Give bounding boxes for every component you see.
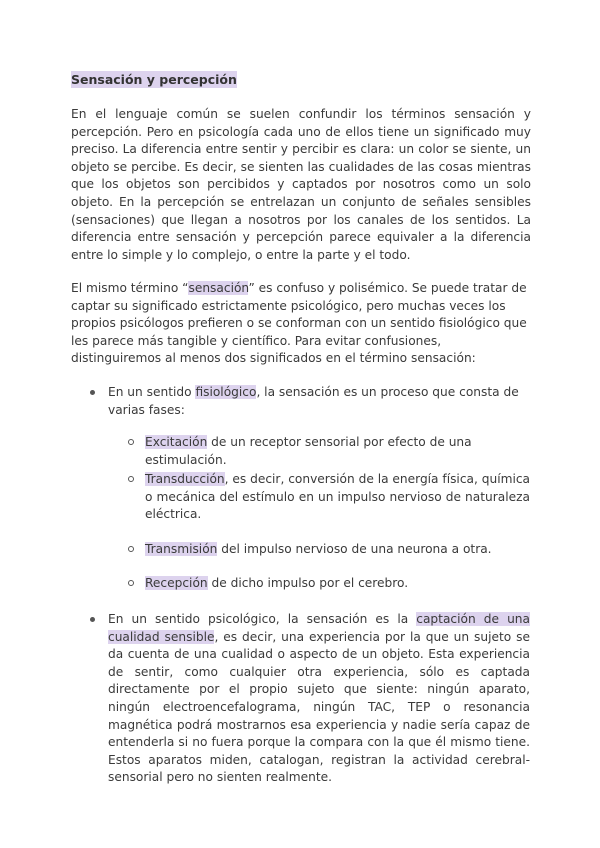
list-item: [108, 611, 530, 787]
list-item: [108, 384, 530, 419]
item-text: En un sentido: [108, 385, 196, 399]
bullet-dot: [90, 617, 95, 622]
sub-list-item: [145, 541, 530, 559]
item-text: de un receptor sensorial por efecto de una estimulación.: [145, 435, 472, 467]
item-text: , la sensación es un proceso que consta de varias fases:: [108, 385, 519, 417]
highlight-term: Transmisión: [145, 542, 218, 556]
item-text: de dicho impulso por el cerebro.: [207, 576, 409, 590]
paragraph-text: El mismo término “: [71, 281, 189, 295]
sub-list-item: [145, 434, 530, 469]
intro-paragraph: En el lenguaje común se suelen confundir los términos sensación y percepción. Pero en psicología cada uno de ellos tiene un significado muy preciso. La diferencia entre sentir y percibir es clara: un color se siente, un objeto se percibe. Es decir, se sienten las cualidades de las cosas mientras que los objetos son percibidos y captados por nosotros como un solo objeto. En la percepción se entrelazan un conjunto de señales sensibles (sensaciones) que llegan a nosotros por los canales de los sentidos. La diferencia entre sensación y percepción parece equivaler a la diferencia entre lo simple y lo complejo, o entre la parte y el todo.: [71, 107, 531, 262]
item-text: del impulso nervioso de una neurona a otra.: [217, 542, 492, 556]
paragraph-text: ” es confuso y polisémico. Se puede tratar de captar su significado estrictamente psicológico, pero muchas veces los propios psicólogos prefieren o se conforman con un sentido fisiológico que les parece más tangible y científico. Para evitar confusiones, distinguiremos al menos dos significados en el término sensación:: [71, 281, 527, 366]
highlight-term: Recepción: [145, 576, 208, 590]
sub-bullet-circle: [128, 546, 134, 552]
highlight-term: Transducción: [145, 472, 225, 486]
bullet-dot: [90, 390, 95, 395]
item-text: , es decir, conversión de la energía física, química o mecánica del estímulo en un impulso nervioso de naturaleza eléctrica.: [145, 472, 531, 522]
section-title: Sensación y percepción: [71, 72, 237, 87]
sub-bullet-circle: [128, 580, 134, 586]
sub-list-item: [145, 471, 530, 524]
sub-bullet-circle: [128, 476, 134, 482]
definition-paragraph: [71, 280, 531, 368]
highlight-term: Excitación: [145, 435, 208, 449]
item-text: , es decir, una experiencia por la que un sujeto se da cuenta de una cualidad o aspecto de un objeto. Esta experiencia de sentir, como cualquier otra experiencia, sólo es captada directamente por el propio sujeto que siente: ningún aparato, ningún electroencefalograma, ningún TAC, TEP o resonancia magnética podrá mostrarnos esa experiencia y nadie sería capaz de entenderla si no fuera porque la compara con la que él mismo tiene. Estos aparatos miden, catalogan, registran la actividad cerebral-sensorial pero no sienten realmente.: [108, 629, 530, 785]
sub-bullet-circle: [128, 439, 134, 445]
sub-list-item: [145, 575, 530, 593]
highlight-term: sensación: [188, 281, 249, 295]
highlight-term: fisiológico: [195, 385, 257, 399]
highlight-term: captación de una cualidad sensible: [108, 612, 530, 644]
item-text: En un sentido psicológico, la sensación es la: [108, 612, 417, 626]
